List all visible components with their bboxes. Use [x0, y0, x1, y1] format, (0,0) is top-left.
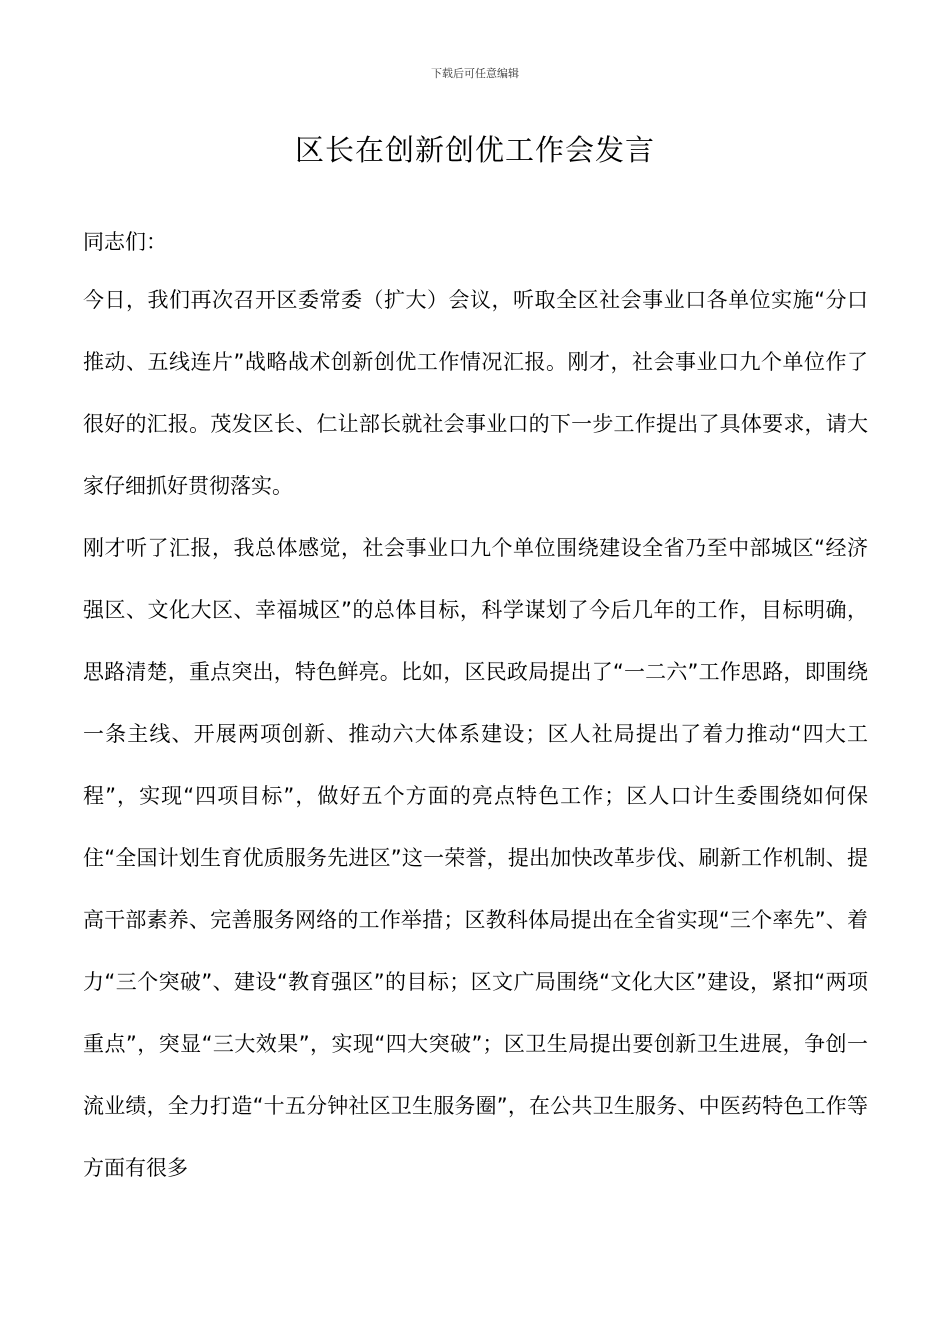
- document-body: [83, 218, 868, 1199]
- header-note: 下载后可任意编辑: [431, 67, 519, 80]
- paragraph-1: 今日，我们再次召开区委常委（扩大）会议，听取全区社会事业口各单位实施“分口推动、五线连片”战略战术创新创优工作情况汇报。刚才，社会事业口九个单位作了很好的汇报。茂发区长、仁让部长就社会事业口的下一步工作提出了具体要求，请大家仔细抓好贯彻落实。: [83, 288, 868, 498]
- salutation: 同志们：: [83, 230, 167, 254]
- paragraph-2: 刚才听了汇报，我总体感觉，社会事业口九个单位围绕建设全省乃至中部城区“经济强区、文化大区、幸福城区”的总体目标，科学谋划了今后几年的工作，目标明确，思路清楚，重点突出，特色鲜亮。比如，区民政局提出了“一二六”工作思路，即围绕一条主线、开展两项创新、推动六大体系建设；区人社局提出了着力推动“四大工程”，实现“四项目标”，做好五个方面的亮点特色工作；区人口计生委围绕如何保住“全国计划生育优质服务先进区”这一荣誉，提出加快改革步伐、刷新工作机制、提高干部素养、完善服务网络的工作举措；区教科体局提出在全省实现“三个率先”、着力“三个突破”、建设“教育强区”的目标；区文广局围绕“文化大区”建设，紧扣“两项重点”，突显“三大效果”，实现“四大突破”；区卫生局提出要创新卫生进展，争创一流业绩，全力打造“十五分钟社区卫生服务圈”，在公共卫生服务、中医药特色工作等方面有很多: [83, 536, 868, 1180]
- document-title: 区长在创新创优工作会发言: [294, 133, 655, 167]
